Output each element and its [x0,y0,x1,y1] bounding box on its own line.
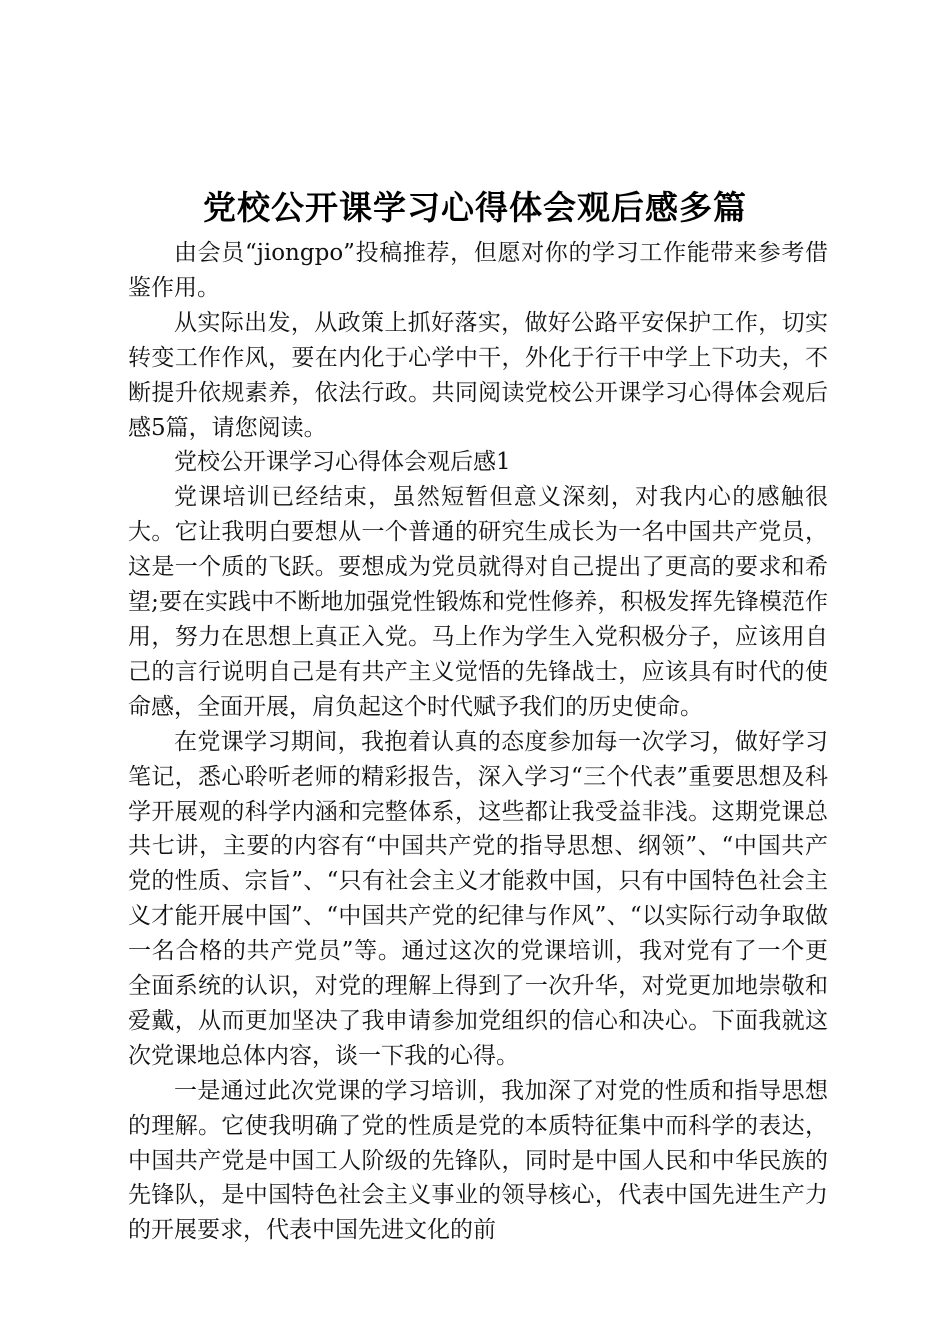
paragraph: 一是通过此次党课的学习培训，我加深了对党的性质和指导思想的理解。它使我明确了党的性质是党的本质特征集中而科学的表达，中国共产党是中国工人阶级的先锋队，同时是中国人民和中华民族的先锋队，是中国特色社会主义事业的领导核心，代表中国先进生产力的开展要求，代表中国先进文化的前 [128,1077,828,1244]
paragraph-summary: 从实际出发，从政策上抓好落实，做好公路平安保护工作，切实转变工作作风，要在内化于心学中干，外化于行干中学上下功夫，不断提升依规素养，依法行政。共同阅读党校公开课学习心得体会观后感5篇，请您阅读。 [128,309,828,441]
paragraph-intro: 由会员“jiongpo”投稿推荐，但愿对你的学习工作能带来参考借鉴作用。 [128,240,828,301]
paragraph: 党课培训已经结束，虽然短暂但意义深刻，对我内心的感触很大。它让我明白要想从一个普通的研究生成长为一名中国共产党员，这是一个质的飞跃。要想成为党员就得对自己提出了更高的要求和希望;要在实践中不断地加强党性锻炼和党性修养，积极发挥先锋模范作用，努力在思想上真正入党。马上作为学生入党积极分子，应该用自己的言行说明自己是有共产主义觉悟的先锋战士，应该具有时代的使命感，全面开展，肩负起这个时代赋予我们的历史使命。 [128,484,828,720]
document-body [128,236,828,1248]
document-title: 党校公开课学习心得体会观后感多篇 [203,188,747,227]
section-heading: 党校公开课学习心得体会观后感1 [174,449,511,476]
paragraph: 在党课学习期间，我抱着认真的态度参加每一次学习，做好学习笔记，悉心聆听老师的精彩报告，深入学习“三个代表”重要思想及科学开展观的科学内涵和完整体系，这些都让我受益非浅。这期党课总共七讲，主要的内容有“中国共产党的指导思想、纲领”、“中国共产党的性质、宗旨”、“只有社会主义才能救中国，只有中国特色社会主义才能开展中国”、“中国共产党的纪律与作风”、“以实际行动争取做一名合格的共产党员”等。通过这次的党课培训，我对党有了一个更全面系统的认识，对党的理解上得到了一次升华，对党更加地崇敬和爱戴，从而更加坚决了我申请参加党组织的信心和决心。下面我就这次党课地总体内容，谈一下我的心得。 [128,728,828,1069]
